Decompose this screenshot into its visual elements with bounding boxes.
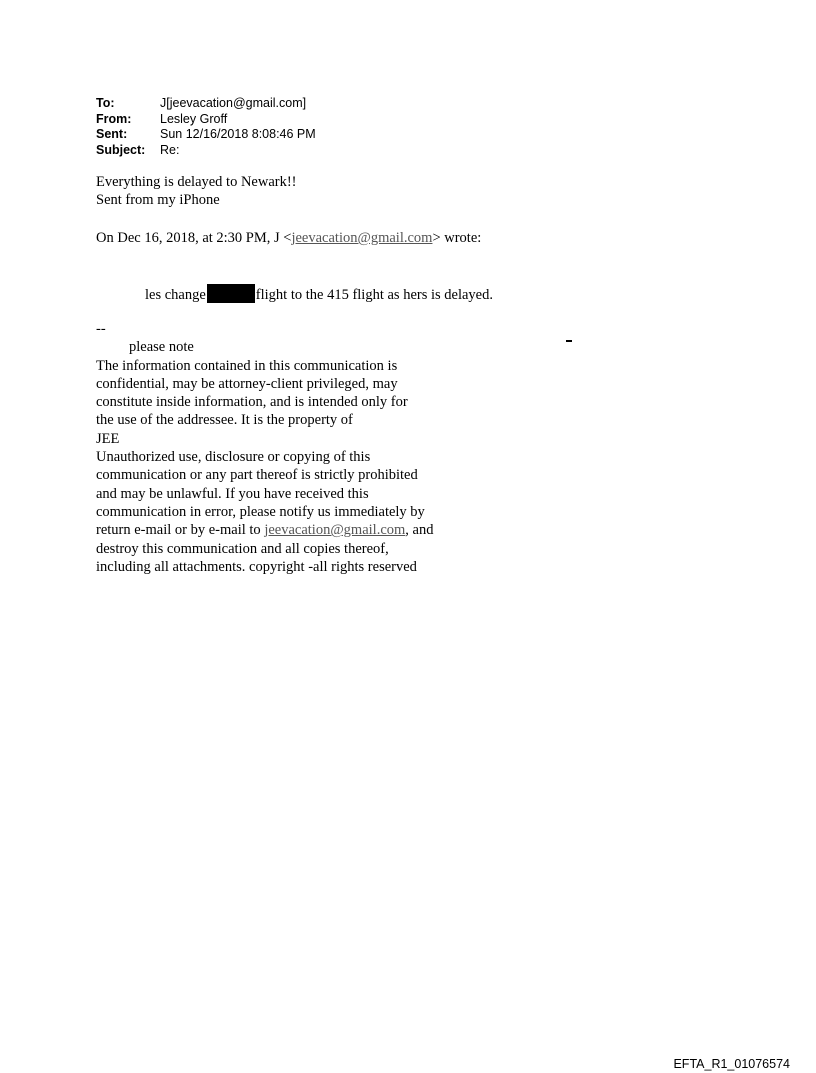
notify-prefix: return e-mail or by e-mail to bbox=[96, 522, 265, 539]
disclaimer-line: JEE bbox=[96, 430, 120, 447]
email-header bbox=[96, 96, 316, 158]
from-value: Lesley Groff bbox=[160, 111, 228, 126]
subject-value: Re: bbox=[160, 142, 180, 157]
disclaimer-line: communication in error, please notify us immediately by bbox=[96, 503, 425, 520]
notify-email-link[interactable]: jeevacation@gmail.com bbox=[264, 522, 406, 539]
subject-row bbox=[96, 143, 316, 159]
quote-prefix: On Dec 16, 2018, at 2:30 PM, J < bbox=[96, 230, 292, 246]
disclaimer-line: The information contained in this communication is bbox=[96, 357, 398, 374]
please-note: please note bbox=[129, 339, 194, 356]
subject-label: Subject: bbox=[96, 142, 146, 157]
quote-suffix: > wrote: bbox=[432, 230, 482, 246]
message-after: flight to the 415 flight as hers is delayed. bbox=[255, 287, 493, 303]
from-label: From: bbox=[96, 111, 132, 126]
to-label: To: bbox=[96, 96, 115, 110]
quote-email-link[interactable]: jeevacation@gmail.com bbox=[291, 230, 433, 246]
disclaimer-line: including all attachments. copyright -all rights reserved bbox=[96, 558, 417, 575]
disclaimer-line: constitute inside information, and is intended only for bbox=[96, 394, 408, 411]
signature-block bbox=[96, 320, 433, 576]
message-before: les change bbox=[145, 287, 206, 303]
quote-header bbox=[96, 229, 481, 247]
to-row bbox=[96, 96, 316, 112]
notify-suffix: , and bbox=[405, 522, 434, 539]
reply-body bbox=[96, 173, 297, 210]
sent-value: Sun 12/16/2018 8:08:46 PM bbox=[160, 127, 316, 141]
reply-line-1: Everything is delayed to Newark!! bbox=[96, 174, 297, 190]
redaction-box bbox=[207, 284, 255, 303]
stray-mark bbox=[566, 340, 572, 342]
quoted-message bbox=[145, 284, 493, 304]
disclaimer-line: confidential, may be attorney-client privileged, may bbox=[96, 375, 398, 392]
disclaimer-line: communication or any part thereof is strictly prohibited bbox=[96, 467, 418, 484]
disclaimer-line: destroy this communication and all copies thereof, bbox=[96, 540, 389, 557]
to-value: J[jeevacation@gmail.com] bbox=[160, 96, 307, 110]
sent-row bbox=[96, 127, 316, 143]
from-row bbox=[96, 112, 316, 128]
document-id: EFTA_R1_01076574 bbox=[673, 1057, 790, 1071]
disclaimer-notify-line bbox=[96, 521, 433, 539]
reply-line-2: Sent from my iPhone bbox=[96, 192, 220, 209]
disclaimer-line: Unauthorized use, disclosure or copying of this bbox=[96, 449, 371, 466]
disclaimer-line: the use of the addressee. It is the property of bbox=[96, 412, 353, 429]
signature-separator: -- bbox=[96, 321, 106, 337]
sent-label: Sent: bbox=[96, 127, 128, 141]
disclaimer-line: and may be unlawful. If you have received this bbox=[96, 485, 369, 502]
